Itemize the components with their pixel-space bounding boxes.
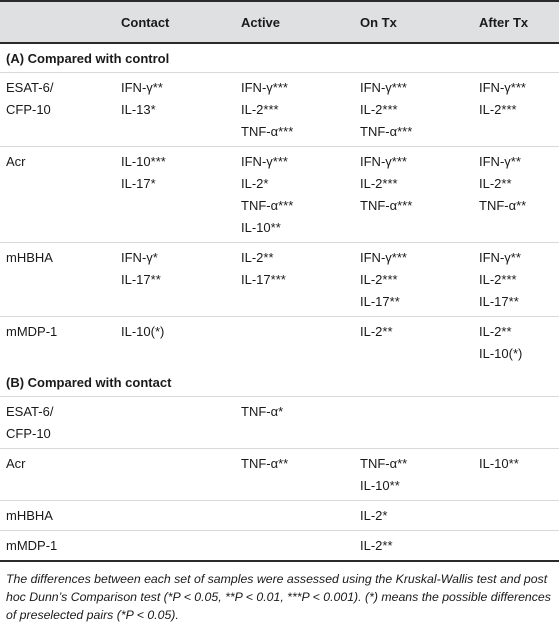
cell-line: IFN-γ*** bbox=[241, 154, 288, 169]
cell-line: IFN-γ** bbox=[479, 154, 521, 169]
table-body bbox=[0, 44, 559, 560]
table-bottom-rule bbox=[0, 560, 559, 562]
cell-line: IL-2*** bbox=[479, 102, 517, 117]
after-tx-cell bbox=[479, 77, 526, 121]
contact-cell bbox=[121, 77, 163, 121]
section-header-row bbox=[0, 44, 559, 72]
row-label bbox=[6, 151, 26, 173]
after-tx-cell bbox=[479, 321, 522, 365]
table-header-row bbox=[0, 0, 559, 44]
cell-line: IL-2** bbox=[360, 324, 393, 339]
header-contact: Contact bbox=[121, 15, 170, 30]
cell-line: IFN-γ*** bbox=[241, 80, 288, 95]
cell-line: IFN-γ*** bbox=[360, 80, 407, 95]
row-label bbox=[6, 401, 53, 445]
table-row bbox=[0, 396, 559, 448]
row-label bbox=[6, 453, 26, 475]
cell-line: IFN-γ*** bbox=[360, 154, 407, 169]
cell-line: IL-10** bbox=[479, 456, 519, 471]
cell-line: IL-2* bbox=[241, 176, 269, 191]
table-row bbox=[0, 146, 559, 242]
cell-line: TNF-α** bbox=[241, 456, 289, 471]
table-row bbox=[0, 530, 559, 560]
cell-line: ESAT-6/ bbox=[6, 404, 54, 419]
active-cell bbox=[241, 247, 286, 291]
on-tx-cell bbox=[360, 77, 412, 143]
cell-line: IL-2** bbox=[479, 324, 512, 339]
on-tx-cell bbox=[360, 453, 407, 497]
header-after-tx: After Tx bbox=[479, 15, 529, 30]
on-tx-cell bbox=[360, 321, 393, 343]
cell-line: IL-2*** bbox=[360, 102, 398, 117]
cell-line: TNF-α*** bbox=[241, 198, 294, 213]
table-row bbox=[0, 242, 559, 316]
cell-line: mMDP-1 bbox=[6, 538, 58, 553]
on-tx-cell bbox=[360, 535, 393, 557]
section-title: (A) Compared with control bbox=[6, 51, 170, 66]
cell-line: IL-2** bbox=[360, 538, 393, 553]
cell-line: IFN-γ*** bbox=[360, 250, 407, 265]
row-label bbox=[6, 505, 53, 527]
cell-line: ESAT-6/ bbox=[6, 80, 54, 95]
after-tx-cell bbox=[479, 151, 526, 217]
cell-line: IL-2*** bbox=[479, 272, 517, 287]
row-label bbox=[6, 535, 57, 557]
contact-cell bbox=[121, 151, 166, 195]
active-cell bbox=[241, 453, 288, 475]
cell-line: mMDP-1 bbox=[6, 324, 58, 339]
cell-line: TNF-α*** bbox=[360, 124, 413, 139]
cell-line: CFP-10 bbox=[6, 426, 51, 441]
cell-line: TNF-α** bbox=[479, 198, 527, 213]
cell-line: IL-2*** bbox=[360, 272, 398, 287]
row-label bbox=[6, 321, 57, 343]
on-tx-cell bbox=[360, 151, 412, 217]
cell-line: IL-17* bbox=[121, 176, 156, 191]
on-tx-cell bbox=[360, 505, 387, 527]
table-row bbox=[0, 500, 559, 530]
cell-line: IL-10(*) bbox=[479, 346, 523, 361]
section-header-row bbox=[0, 368, 559, 396]
after-tx-cell bbox=[479, 453, 519, 475]
cell-line: IL-17** bbox=[121, 272, 161, 287]
cell-line: IL-17** bbox=[360, 294, 400, 309]
cell-line: IL-17*** bbox=[241, 272, 286, 287]
cell-line: mHBHA bbox=[6, 508, 53, 523]
cell-line: TNF-α* bbox=[241, 404, 284, 419]
cell-line: CFP-10 bbox=[6, 102, 51, 117]
cell-line: TNF-α*** bbox=[241, 124, 294, 139]
cell-line: IL-10** bbox=[360, 478, 400, 493]
table-row bbox=[0, 72, 559, 146]
cell-line: IL-10*** bbox=[121, 154, 166, 169]
cell-line: IL-2** bbox=[241, 250, 274, 265]
cell-line: IL-2*** bbox=[241, 102, 279, 117]
contact-cell bbox=[121, 247, 161, 291]
cell-line: Acr bbox=[6, 154, 26, 169]
cell-line: IL-13* bbox=[121, 102, 156, 117]
table-row bbox=[0, 448, 559, 500]
cell-line: IL-17** bbox=[479, 294, 519, 309]
cell-line: IFN-γ** bbox=[121, 80, 163, 95]
cell-line: IFN-γ** bbox=[479, 250, 521, 265]
active-cell bbox=[241, 401, 283, 423]
section-title: (B) Compared with contact bbox=[6, 375, 172, 390]
cell-line: TNF-α** bbox=[360, 456, 408, 471]
table-footnote: The differences between each set of samples were assessed using the Kruskal-Wallis test and post hoc Dunn’s Comparison test (*P < 0.05, **P < 0.01, ***P < 0.001). (*) means the possible differences of preselected pairs (*P < 0.05). bbox=[6, 572, 551, 622]
table-row bbox=[0, 316, 559, 368]
cell-line: IL-2** bbox=[479, 176, 512, 191]
cell-line: IL-10(*) bbox=[121, 324, 165, 339]
header-on-tx: On Tx bbox=[360, 15, 397, 30]
cell-line: IL-2*** bbox=[360, 176, 398, 191]
header-active: Active bbox=[241, 15, 281, 30]
cell-line: mHBHA bbox=[6, 250, 53, 265]
on-tx-cell bbox=[360, 247, 407, 313]
row-label bbox=[6, 247, 53, 269]
cell-line: IL-2* bbox=[360, 508, 388, 523]
row-label bbox=[6, 77, 53, 121]
contact-cell bbox=[121, 321, 164, 343]
active-cell bbox=[241, 77, 293, 143]
cell-line: TNF-α*** bbox=[360, 198, 413, 213]
cell-line: IFN-γ*** bbox=[479, 80, 526, 95]
cell-line: Acr bbox=[6, 456, 26, 471]
after-tx-cell bbox=[479, 247, 521, 313]
cell-line: IFN-γ* bbox=[121, 250, 158, 265]
active-cell bbox=[241, 151, 293, 239]
cell-line: IL-10** bbox=[241, 220, 281, 235]
